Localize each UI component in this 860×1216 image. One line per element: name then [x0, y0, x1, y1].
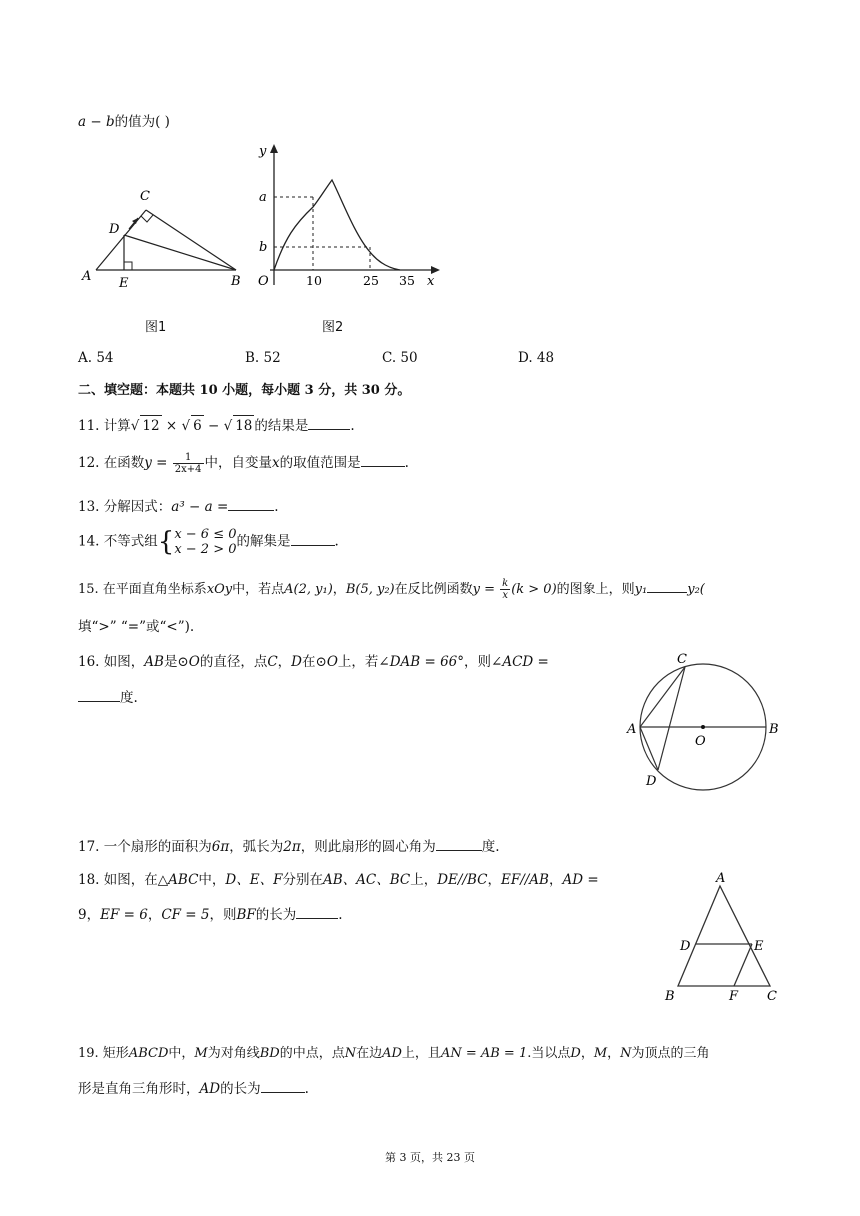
- q16-fig-label-o: O: [695, 734, 706, 749]
- q17-area: 6π: [211, 839, 230, 855]
- q15-text-c: 在反比例函数: [394, 582, 473, 597]
- q19-m: M: [194, 1046, 208, 1061]
- q19-text-g: .当以点: [527, 1046, 571, 1061]
- q13-num: 13. 分解因式：: [78, 499, 172, 515]
- q17-answer-blank: [436, 836, 482, 851]
- q14-brace: {: [157, 527, 175, 557]
- fig2-caption: 图2: [322, 320, 344, 335]
- q11: [78, 415, 355, 436]
- fig1-segment-db: [124, 235, 236, 270]
- fig1-label-a: A: [82, 269, 92, 284]
- q18-cf: CF = 5: [161, 907, 210, 923]
- q10-figure2: [250, 140, 450, 292]
- fig1-right-angle-e: [124, 262, 132, 270]
- q16-text-b: 是⊙: [163, 654, 189, 670]
- q18-ef: EF = 6: [100, 907, 148, 923]
- q12-eq: y =: [144, 455, 172, 471]
- q19-n: N: [344, 1046, 357, 1061]
- q14-answer-blank: [291, 531, 335, 546]
- q18-text-line2-c: 的长为: [255, 907, 297, 923]
- q11-radicand-2: 6: [191, 415, 204, 436]
- q15-frac-den: x: [502, 590, 508, 601]
- q15-cond: (k > 0): [511, 582, 557, 597]
- q16-angle-acd: ∠ACD =: [491, 654, 549, 670]
- q15-line1: [78, 578, 705, 601]
- q18-fig-label-c: C: [767, 989, 777, 1004]
- fig2-x-arrow: [431, 266, 440, 274]
- q12-end: .: [404, 455, 409, 471]
- q18-bf: BF: [236, 907, 256, 923]
- q16-fig-label-c: C: [677, 652, 687, 667]
- q11-radical-1: √ 12: [131, 418, 162, 434]
- q16-fig-label-b: B: [769, 722, 779, 737]
- q16-text-a: 16. 如图，: [78, 654, 145, 670]
- q18-pts: D、E、F: [225, 872, 283, 888]
- fig1-label-c: C: [140, 189, 150, 204]
- q19-text-line2-a: 形是直角三角形时，: [78, 1081, 200, 1097]
- q18-text-line2-a: 9，: [78, 907, 101, 923]
- q19-ad2: AD: [199, 1081, 221, 1097]
- q15-text-d: 的图象上，则: [556, 582, 635, 597]
- q10-expr: a − b: [78, 114, 115, 130]
- q15-point-a: A(2, y₁): [284, 582, 333, 597]
- q16-sep: ，: [277, 654, 292, 670]
- q17-arc: 2π: [283, 839, 301, 855]
- q14: [78, 527, 339, 557]
- q11-radicand-1: 12: [140, 415, 161, 436]
- q19-eq: AN = AB = 1: [440, 1046, 528, 1061]
- q14-num: 14. 不等式组: [78, 533, 158, 550]
- fig1-label-e: E: [119, 276, 129, 291]
- fig2-tick-35: 35: [399, 273, 415, 288]
- q12-mid: 中，自变量: [204, 455, 273, 471]
- q15-point-b: B(5, y₂): [345, 582, 395, 597]
- fig2-axis-y-label: y: [259, 144, 267, 159]
- q18-par1: DE//BC: [437, 872, 488, 888]
- q15-text-b: 中，若点: [232, 582, 285, 597]
- q18-fig-label-b: B: [665, 989, 675, 1004]
- q13-end: .: [274, 499, 279, 515]
- q18-answer-blank: [296, 904, 338, 919]
- q19-text-h: 为顶点的三角: [631, 1046, 710, 1061]
- q15-fraction: [500, 578, 510, 601]
- q11-radical-2: √ 6: [181, 418, 203, 434]
- q18-sides: AB、AC、BC: [322, 872, 411, 888]
- q15-func: y =: [472, 582, 500, 597]
- q19-text-line2-b: 的长为: [220, 1081, 261, 1097]
- q16-fig-label-a: A: [627, 722, 637, 737]
- q19-text-d: 的中点，点: [279, 1046, 345, 1061]
- q19-answer-blank: [261, 1078, 305, 1093]
- q10-stem: [78, 112, 170, 132]
- q16-o2: O: [326, 654, 338, 670]
- fig2-tick-10: 10: [306, 273, 322, 288]
- q11-times: ×: [161, 418, 182, 434]
- q18-text-a: 18. 如图，在△: [78, 872, 169, 888]
- q10-option-b: B. 52: [245, 350, 281, 366]
- fig2-tick-a: a: [259, 190, 267, 205]
- q16-answer-blank: [78, 687, 120, 702]
- fig2-tick-25: 25: [363, 273, 379, 288]
- q16-text-e: 上，若: [337, 654, 379, 670]
- fig1-label-b: B: [231, 274, 241, 289]
- q19-text-e: 在边: [356, 1046, 383, 1061]
- fig2-curve: [274, 180, 400, 270]
- q18-sep3: ，: [147, 907, 162, 923]
- q18-tri: ABC: [168, 872, 199, 888]
- q19-s2: ，: [607, 1046, 621, 1061]
- page-footer: 第 3 页，共 23 页: [385, 1151, 475, 1164]
- q16-chord-cd: [658, 667, 685, 770]
- q12-num: 12. 在函数: [78, 455, 145, 471]
- q19-n2: N: [620, 1046, 632, 1061]
- q18-segment-ef: [734, 944, 752, 986]
- q15-y1: y₁: [634, 582, 648, 597]
- q12-tail: 的取值范围是: [279, 455, 361, 471]
- q10-option-d: D. 48: [518, 350, 555, 366]
- q16-fig-label-d: D: [646, 774, 657, 789]
- q15-xoy: xOy: [206, 582, 233, 597]
- q16-text-f: ，则: [464, 654, 492, 670]
- q16-line2: [78, 687, 138, 708]
- q18-fig-label-e: E: [754, 939, 764, 954]
- q18-line2: [78, 904, 343, 925]
- fig1-segment-cb: [146, 210, 236, 270]
- fig2-origin-label: O: [258, 274, 269, 289]
- q16-line1: [78, 652, 549, 672]
- q19-line1: [78, 1044, 710, 1064]
- q11-answer-blank: [308, 415, 350, 430]
- q19-d: D: [570, 1046, 581, 1061]
- q16-angle-dab: ∠DAB = 66°: [378, 654, 465, 670]
- q16-c: C: [267, 654, 278, 670]
- q12: [78, 452, 409, 475]
- q16-o: O: [188, 654, 200, 670]
- q16-tail: 度.: [120, 690, 138, 706]
- q14-system: [174, 527, 236, 557]
- q19-text-c: 为对角线: [207, 1046, 260, 1061]
- q16-text-d: 在⊙: [302, 654, 327, 670]
- q10-option-a: A. 54: [78, 350, 114, 366]
- q18-line1: [78, 870, 599, 890]
- q15-line2: 填“>” “=”或“<”).: [78, 619, 195, 635]
- q14-tail: 的解集是: [236, 533, 291, 550]
- q18-sep: ，: [487, 872, 501, 888]
- q16-figure: [622, 645, 790, 795]
- q11-num: 11. 计算: [78, 418, 131, 434]
- q15-frac-num: k: [502, 578, 509, 589]
- q18-fig-label-f: F: [729, 989, 739, 1004]
- q19-s1: ，: [580, 1046, 594, 1061]
- q16-text-c: 的直径，点: [199, 654, 268, 670]
- q18-text-b: 中，: [198, 872, 226, 888]
- q17-text-c: ，则此扇形的圆心角为: [300, 839, 436, 855]
- q12-frac-num: 1: [173, 452, 204, 464]
- q13: [78, 496, 279, 517]
- q19-text-a: 19. 矩形: [78, 1046, 129, 1061]
- q18-fig-label-d: D: [680, 939, 691, 954]
- q19-text-b: 中，: [168, 1046, 195, 1061]
- q15-comma: ，: [332, 582, 346, 597]
- fig2-tick-b: b: [259, 240, 268, 255]
- section-heading: 二、填空题：本题共 10 小题，每小题 3 分，共 30 分。: [78, 383, 411, 398]
- q11-end: .: [350, 418, 355, 434]
- q11-radical-3: √ 18: [224, 418, 255, 434]
- fig1-caption: 图1: [145, 320, 167, 335]
- q18-figure: [660, 868, 790, 1008]
- q14-ineq-1: x − 6 ≤ 0: [174, 527, 237, 542]
- fig2-y-arrow: [270, 144, 278, 153]
- q16-d: D: [291, 654, 302, 670]
- q18-text-line2-b: ，则: [209, 907, 237, 923]
- q18-text-c: 分别在: [282, 872, 323, 888]
- q19-line2: [78, 1078, 309, 1099]
- q15-y2: y₂(: [687, 582, 705, 597]
- q17-end: 度.: [481, 839, 500, 855]
- q17-text-b: ，弧长为: [229, 839, 284, 855]
- q12-answer-blank: [361, 452, 405, 467]
- q19-bd: BD: [259, 1046, 280, 1061]
- fig1-right-angle-c: [141, 215, 153, 222]
- q17: [78, 836, 500, 857]
- q16-center-dot: [701, 725, 705, 729]
- q18-text-d: 上，: [410, 872, 438, 888]
- q11-tail: 的结果是: [254, 418, 309, 434]
- q18-sep2: ，: [548, 872, 563, 888]
- q10-stem-tail: 的值为( ): [114, 114, 170, 130]
- q19-rect: ABCD: [128, 1046, 169, 1061]
- q13-expr: a³ − a =: [171, 499, 229, 515]
- fig1-label-d: D: [109, 222, 120, 237]
- q12-fraction: [173, 452, 204, 475]
- q10-figure1: [74, 180, 254, 295]
- q14-ineq-2: x − 2 > 0: [174, 542, 237, 557]
- q10-option-c: C. 50: [382, 350, 418, 366]
- q13-answer-blank: [228, 496, 274, 511]
- q18-end: .: [338, 907, 343, 923]
- q18-ad: AD =: [562, 872, 599, 888]
- q11-radicand-3: 18: [233, 415, 254, 436]
- q18-fig-label-a: A: [716, 871, 726, 886]
- q19-m2: M: [593, 1046, 608, 1061]
- q15-answer-blank: [647, 578, 687, 593]
- q16-chord-ac: [640, 667, 685, 727]
- q16-chord-ad: [640, 727, 658, 770]
- q19-ad: AD: [382, 1046, 402, 1061]
- q16-ab: AB: [144, 654, 164, 670]
- q12-var: x: [272, 455, 280, 471]
- q19-text-f: 上，且: [401, 1046, 441, 1061]
- q12-frac-den: 2x+4: [174, 464, 202, 475]
- q19-end: .: [304, 1081, 309, 1097]
- q17-text-a: 17. 一个扇形的面积为: [78, 839, 212, 855]
- q18-triangle: [678, 886, 770, 986]
- fig2-axis-x-label: x: [427, 274, 435, 289]
- q18-par2: EF//AB: [500, 872, 549, 888]
- q15-text-a: 15. 在平面直角坐标系: [78, 582, 207, 597]
- q14-end: .: [334, 533, 339, 550]
- q11-minus: −: [203, 418, 224, 434]
